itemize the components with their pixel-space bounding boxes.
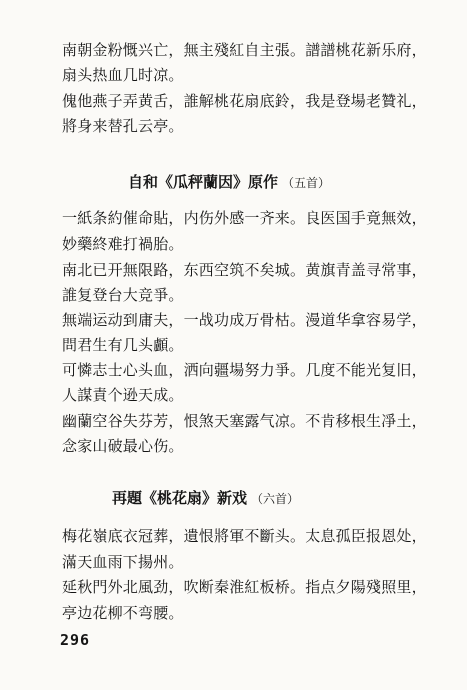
poem-line: 延秋門外北風劲，吹断秦淮紅板桥。指点夕陽殘照里， (62, 578, 427, 596)
poem-line: 幽蘭空谷失芬芳，恨煞天塞露气凉。不肯移根生凈土， (62, 412, 427, 430)
section-note: （六首） (251, 492, 300, 506)
poem-line: 妙藥終难打禍胎。 (62, 235, 184, 253)
poem-line: 亭边花柳不弯腰。 (62, 604, 184, 622)
poem-line-1: 南朝金粉慨兴亡，無主殘紅自主張。譜譜桃花新乐府， (62, 41, 427, 59)
section-note: （五首） (282, 176, 331, 190)
poem-line: 誰复登台大竞爭。 (62, 286, 184, 304)
section-title: 自和《瓜秤蘭因》原作 (128, 173, 279, 191)
poem-line-4: 將身来替孔云亭。 (62, 117, 184, 135)
page-number: 296 (60, 631, 91, 649)
section-heading-1 (128, 173, 330, 192)
poem-line: 梅花嶺底衣冠葬，遺恨將軍不斷头。太息孤臣报恩处， (62, 527, 427, 545)
poem-line: 問君生有几头顱。 (62, 336, 184, 354)
poem-line-2: 扇头热血几时凉。 (62, 66, 184, 84)
poem-line: 人謀責个逊天成。 (62, 386, 184, 404)
poem-line: 無端运动到庸夫，一战功成万骨枯。漫道华拿容易学， (62, 311, 427, 329)
poem-line: 一紙条約催命貼，内伤外感一齐来。良医国手竟無效， (62, 209, 427, 227)
poem-line-3: 傀他燕子弄黄舌，誰解桃花扇底鈴，我是登場老贊礼， (62, 92, 427, 110)
poem-line: 滿天血雨下揚州。 (62, 553, 184, 571)
poem-line: 南北已开無限路，东西空筑不矣城。黄旗青盖寻常事， (62, 261, 427, 279)
section-heading-2 (112, 489, 299, 508)
poem-line: 可憐志士心头血，洒向疆場努力爭。几度不能光复旧， (62, 361, 427, 379)
poem-line: 念家山破最心伤。 (62, 437, 184, 455)
section-title: 再題《桃花扇》新戏 (112, 489, 248, 507)
